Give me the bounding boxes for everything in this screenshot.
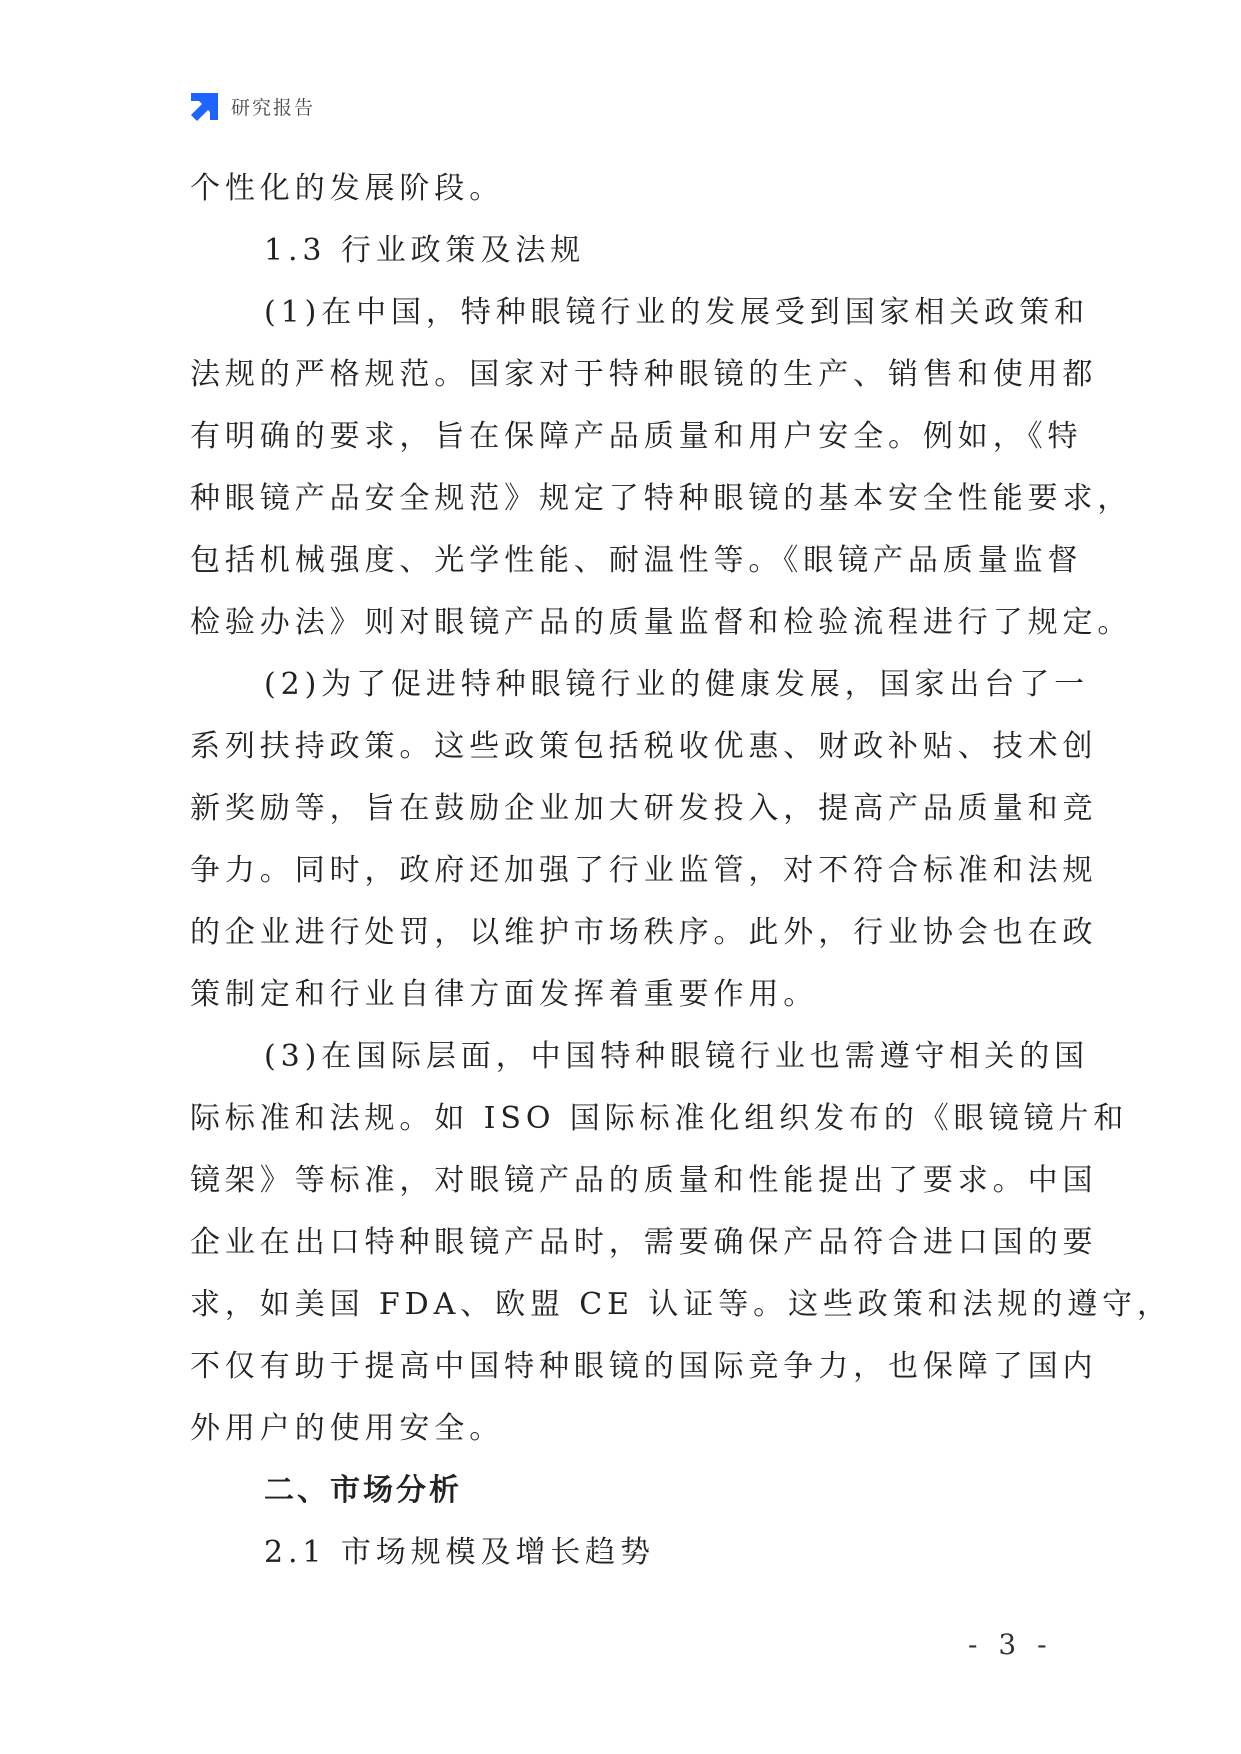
body-line: 个性化的发展阶段。 [190,171,505,206]
body-line: 策制定和行业自律方面发挥着重要作用。 [190,977,819,1012]
arrow-up-right-icon [188,90,221,123]
body-line: 争力。同时，政府还加强了行业监管，对不符合标准和法规 [190,853,1098,888]
body-line: 种眼镜产品安全规范》规定了特种眼镜的基本安全性能要求， [190,481,1133,516]
header-title: 研究报告 [231,96,316,119]
body-line: 镜架》等标准，对眼镜产品的质量和性能提出了要求。中国 [190,1163,1098,1198]
body-line: 包括机械强度、光学性能、耐温性等。《眼镜产品质量监督 [190,543,1083,578]
body-line: 法规的严格规范。国家对于特种眼镜的生产、销售和使用都 [190,357,1098,392]
body-line: 求，如美国 FDA、欧盟 CE 认证等。这些政策和法规的遵守， [190,1287,1172,1322]
body-line: 际标准和法规。如 ISO 国际标准化组织发布的《眼镜镜片和 [190,1101,1129,1136]
page-header [188,88,315,124]
section-heading-2-1: 2.1 市场规模及增长趋势 [264,1535,655,1570]
body-line: 系列扶持政策。这些政策包括税收优惠、财政补贴、技术创 [190,729,1098,764]
body-line: 新奖励等，旨在鼓励企业加大研发投入，提高产品质量和竞 [190,791,1098,826]
body-line: 不仅有助于提高中国特种眼镜的国际竞争力，也保障了国内 [190,1349,1098,1384]
paragraph-1-line: (1)在中国，特种眼镜行业的发展受到国家相关政策和 [264,295,1089,330]
body-line: 企业在出口特种眼镜产品时，需要确保产品符合进口国的要 [190,1225,1098,1260]
body-line: 检验办法》则对眼镜产品的质量监督和检验流程进行了规定。 [190,605,1133,640]
page-number: - 3 - [968,1628,1053,1661]
paragraph-2-line: (2)为了促进特种眼镜行业的健康发展，国家出台了一 [264,667,1089,702]
paragraph-3-line: (3)在国际层面，中国特种眼镜行业也需遵守相关的国 [264,1039,1089,1074]
chapter-heading-market-analysis: 二、市场分析 [264,1473,462,1508]
body-line: 有明确的要求，旨在保障产品质量和用户安全。例如，《特 [190,419,1083,454]
body-line: 外用户的使用安全。 [190,1411,505,1446]
document-body [190,158,1172,1584]
section-heading-1-3: 1.3 行业政策及法规 [264,233,586,268]
body-line: 的企业进行处罚，以维护市场秩序。此外，行业协会也在政 [190,915,1098,950]
